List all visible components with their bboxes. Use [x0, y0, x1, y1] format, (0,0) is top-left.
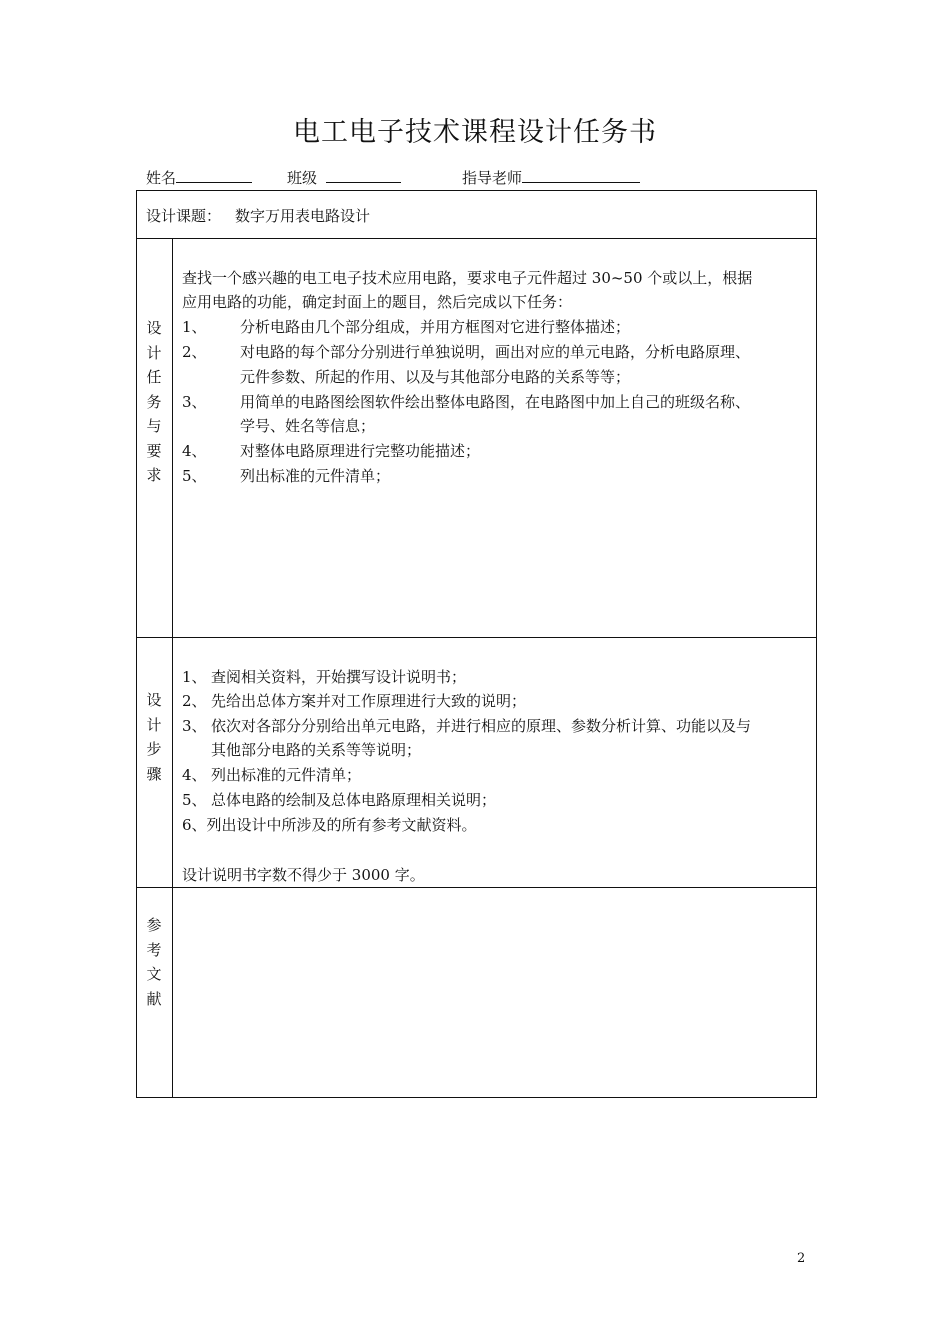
- step-item-number: 3、: [182, 717, 207, 735]
- name-field: [146, 166, 252, 189]
- task-item-text: 列出标准的元件清单；: [240, 467, 391, 485]
- task-item-number: 1、: [182, 318, 207, 336]
- task-item-number: 5、: [182, 467, 207, 485]
- step-item-text: 先给出总体方案并对工作原理进行大致的说明；: [211, 692, 527, 710]
- name-blank: [176, 166, 252, 183]
- step-item-text: 总体电路的绘制及总体电路原理相关说明；: [211, 791, 497, 809]
- document-title: 电工电子技术课程设计任务书: [293, 117, 657, 148]
- task-item-number: 4、: [182, 442, 207, 460]
- steps-heading: 设 计 步 骤: [146, 691, 162, 783]
- step-item-number: 2、: [182, 692, 207, 710]
- table-column-divider: [172, 238, 173, 1097]
- topic-label: 设计课题：: [146, 207, 222, 225]
- tasks-intro-line: 应用电路的功能，确定封面上的题目，然后完成以下任务：: [182, 293, 573, 311]
- step-item-text: 列出标准的元件清单；: [211, 766, 362, 784]
- name-label: 姓名: [146, 169, 177, 187]
- class-field: [287, 166, 401, 189]
- topic-value: 数字万用表电路设计: [235, 207, 371, 225]
- teacher-field: [462, 166, 640, 189]
- step-item-text: 6、列出设计中所涉及的所有参考文献资料。: [182, 816, 477, 834]
- design-topic: [146, 205, 370, 227]
- table-divider: [136, 238, 817, 239]
- step-item-number: 5、: [182, 791, 207, 809]
- step-item-number: 1、: [182, 668, 207, 686]
- teacher-label: 指导老师: [462, 169, 523, 187]
- references-heading: 参 考 文 献: [146, 916, 162, 1008]
- task-item-text: 对电路的每个部分分别进行单独说明，画出对应的单元电路，分析电路原理、: [240, 343, 751, 361]
- task-item-text: 分析电路由几个部分组成，并用方框图对它进行整体描述；: [240, 318, 631, 336]
- task-item-number: 2、: [182, 343, 207, 361]
- step-item-text: 其他部分电路的关系等等说明；: [211, 741, 422, 759]
- teacher-blank: [522, 166, 640, 183]
- page-number: 2: [797, 1251, 806, 1266]
- task-item-number: 3、: [182, 393, 207, 411]
- task-item-text: 学号、姓名等信息；: [240, 417, 376, 435]
- table-divider: [136, 637, 817, 638]
- tasks-heading: 设 计 任 务 与 要 求: [146, 319, 162, 484]
- tasks-intro-line: 查找一个感兴趣的电工电子技术应用电路，要求电子元件超过 30~50 个或以上，根据: [182, 269, 753, 287]
- step-item-text: 查阅相关资料，开始撰写设计说明书；: [211, 668, 467, 686]
- word-count-note: 设计说明书字数不得少于 3000 字。: [182, 866, 425, 884]
- task-item-text: 用简单的电路图绘图软件绘出整体电路图，在电路图中加上自己的班级名称、: [240, 393, 751, 411]
- step-item-text: 依次对各部分分别给出单元电路，并进行相应的原理、参数分析计算、功能以及与: [211, 717, 752, 735]
- task-item-text: 对整体电路原理进行完整功能描述；: [240, 442, 481, 460]
- step-item-number: 4、: [182, 766, 207, 784]
- task-item-text: 元件参数、所起的作用、以及与其他部分电路的关系等等；: [240, 368, 631, 386]
- class-label: 班级: [287, 169, 318, 187]
- class-blank: [326, 166, 401, 183]
